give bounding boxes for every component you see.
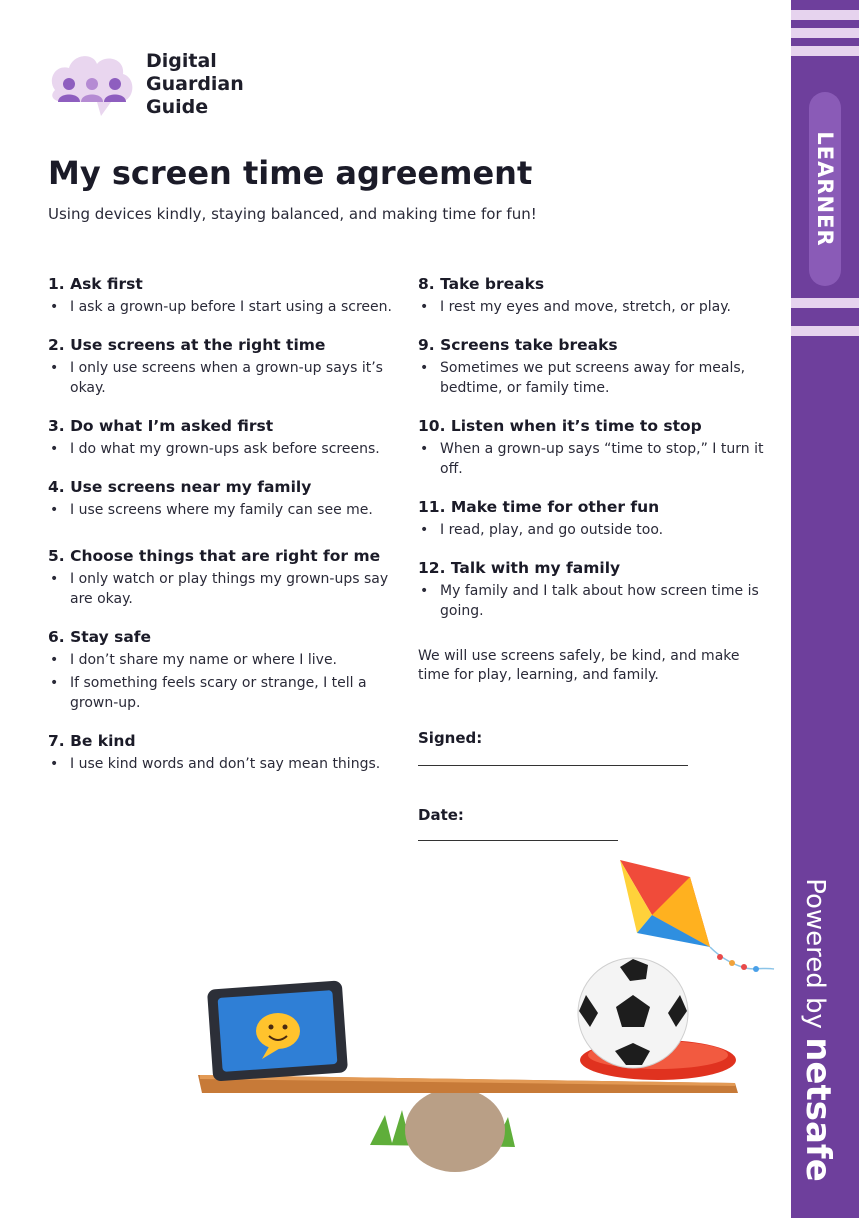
powered-prefix: Powered by [800,878,830,1029]
rule-item: • My family and I talk about how screen time is going. [418,581,768,621]
rule-heading: 10. Listen when it’s time to stop [418,417,702,435]
rule-section [48,336,398,398]
rule-heading: 5. Choose things that are right for me [48,547,381,565]
rule-section [48,732,398,774]
rule-item: • I use screens where my family can see me. [48,500,398,520]
digital-guardian-logo-icon [47,50,137,120]
balance-illustration [190,855,790,1185]
rule-section [48,628,398,713]
rules-column-right [418,275,768,841]
rule-item: • I rest my eyes and move, stretch, or play. [418,297,768,317]
page-title: My screen time agreement [48,154,533,192]
rule-item: • I use kind words and don’t say mean things. [48,754,398,774]
closing-statement: We will use screens safely, be kind, and make time for play, learning, and family. [418,648,740,683]
sidebar-stripe [791,326,859,336]
rule-heading: 11. Make time for other fun [418,498,660,516]
brand-name [146,50,244,119]
powered-by [798,878,838,1182]
rock-icon [405,1088,505,1172]
sidebar [791,0,859,1218]
brand-line: Guardian [146,73,244,95]
rule-item: • If something feels scary or strange, I tell a grown-up. [48,673,398,713]
rule-heading: 6. Stay safe [48,628,152,646]
rule-item: • I read, play, and go outside too. [418,520,768,540]
brand-line: Digital [146,50,217,72]
soccer-ball-icon [578,958,688,1068]
rule-item: • I ask a grown-up before I start using a screen. [48,297,398,317]
tablet-icon [207,980,348,1081]
rule-heading: 8. Take breaks [418,275,545,293]
sidebar-stripe [791,28,859,38]
rule-item: • I only use screens when a grown-up says it’s okay. [48,358,398,398]
rule-section [48,417,398,459]
rule-section [48,547,398,609]
signature-line[interactable] [418,765,688,766]
rule-item: • When a grown-up says “time to stop,” I turn it off. [418,439,768,479]
sidebar-stripe [791,298,859,308]
rule-heading: 3. Do what I’m asked first [48,417,274,435]
rule-heading: 12. Talk with my family [418,559,621,577]
rule-section [48,478,398,520]
sidebar-stripe [791,10,859,20]
rule-heading: 1. Ask first [48,275,143,293]
rule-section [418,275,768,317]
rule-heading: 2. Use screens at the right time [48,336,326,354]
date-label: Date: [418,806,464,824]
rule-section [418,336,768,398]
date-line[interactable] [418,840,618,841]
rule-heading: 9. Screens take breaks [418,336,618,354]
netsafe-logo: netsafe [798,1037,838,1182]
rule-heading: 4. Use screens near my family [48,478,312,496]
rule-item: • I do what my grown-ups ask before screens. [48,439,398,459]
brand-line: Guide [146,96,209,118]
rule-section [418,417,768,479]
rule-section [418,498,768,540]
rule-section [418,559,768,621]
signed-label: Signed: [418,729,483,747]
rule-heading: 7. Be kind [48,732,136,750]
learner-tag: LEARNER [813,131,837,247]
rule-item: • Sometimes we put screens away for meals, bedtime, or family time. [418,358,768,398]
kite-icon [620,860,774,972]
page-subtitle: Using devices kindly, staying balanced, and making time for fun! [48,205,537,223]
sidebar-stripe [791,46,859,56]
rules-column-left [48,275,398,777]
rule-item: • I only watch or play things my grown-ups say are okay. [48,569,398,609]
rule-item: • I don’t share my name or where I live. [48,650,398,670]
rule-section [48,275,398,317]
